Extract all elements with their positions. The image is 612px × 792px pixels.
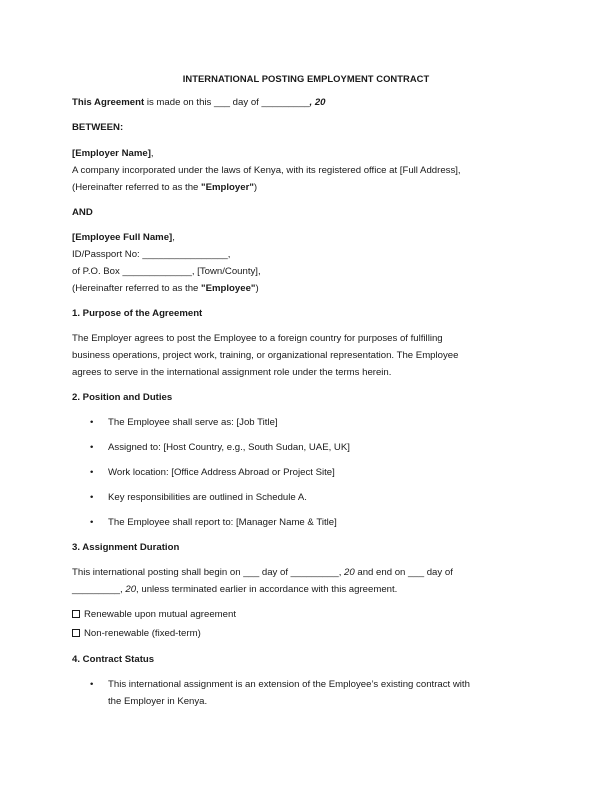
duration-text: This international posting shall begin on ___ day of _________, [72,567,345,578]
section-1-line: business operations, project work, training, or organizational representation. The Employee [72,350,459,361]
agreement-line [72,97,326,109]
duty-item: The Employee shall report to: [Manager Name & Title] [108,517,337,528]
employee-name: [Employee Full Name] [72,232,173,243]
duration-text: _________, [72,584,126,595]
employee-ref-term: "Employee" [201,283,256,294]
employee-po-line: of P.O. Box _____________, [Town/County], [72,266,261,277]
bullet-marker: • [90,467,94,478]
bullet-marker: • [90,492,94,503]
duration-year: 20 [125,584,137,595]
section-1-line: The Employer agrees to post the Employee to a foreign country for purposes of fulfilling [72,333,443,344]
checkbox[interactable] [72,629,80,637]
section-3-line-1 [72,567,453,579]
status-item: This international assignment is an extension of the Employee’s existing contract with [108,679,470,690]
employer-name-line [72,148,154,160]
duty-item: Work location: [Office Address Abroad or Project Site] [108,467,335,478]
and-heading: AND [72,207,93,218]
checkbox[interactable] [72,610,80,618]
employee-reference [72,283,259,295]
duty-item: Key responsibilities are outlined in Schedule A. [108,492,307,503]
duty-item: Assigned to: [Host Country, e.g., South Sudan, UAE, UK] [108,442,350,453]
employer-ref-pre: (Hereinafter referred to as the [72,182,202,193]
section-3-line-2 [72,584,397,596]
agreement-year: , 20 [309,97,326,108]
agreement-text: is made on this ___ day of _________ [144,97,310,108]
renewable-option[interactable] [72,609,236,621]
employer-comma: , [150,148,154,159]
option-label: Renewable upon mutual agreement [84,609,237,620]
duration-year: 20 [344,567,355,578]
duty-item: The Employee shall serve as: [Job Title] [108,417,278,428]
employer-name: [Employer Name] [72,148,151,159]
employee-ref-pre: (Hereinafter referred to as the [72,283,202,294]
section-2-heading: 2. Position and Duties [72,392,173,403]
section-1-line: agrees to serve in the international assignment role under the terms herein. [72,367,392,378]
employee-name-line [72,232,175,244]
option-label: Non-renewable (fixed-term) [84,628,201,639]
employee-comma: , [172,232,175,243]
status-item: the Employer in Kenya. [108,696,208,707]
section-1-heading: 1. Purpose of the Agreement [72,308,203,319]
employer-ref-term: "Employer" [201,182,254,193]
bullet-marker: • [90,442,94,453]
employer-ref-post: ) [253,182,258,193]
non-renewable-option[interactable] [72,628,201,640]
bullet-marker: • [90,517,94,528]
employee-ref-post: ) [255,283,259,294]
duration-text: , unless terminated earlier in accordance with this agreement. [136,584,398,595]
contract-title: INTERNATIONAL POSTING EMPLOYMENT CONTRACT [182,73,430,84]
duration-text: and end on ___ day of [354,567,453,578]
section-3-heading: 3. Assignment Duration [72,542,180,553]
bullet-marker: • [90,679,94,690]
agreement-label: This Agreement [72,97,145,108]
employee-id-line: ID/Passport No: ________________, [72,249,231,260]
employer-reference [72,182,257,194]
bullet-marker: • [90,417,94,428]
employer-description: A company incorporated under the laws of Kenya, with its registered office at [Full Address], [72,165,461,176]
between-heading: BETWEEN: [72,122,124,133]
section-4-heading: 4. Contract Status [72,654,155,665]
